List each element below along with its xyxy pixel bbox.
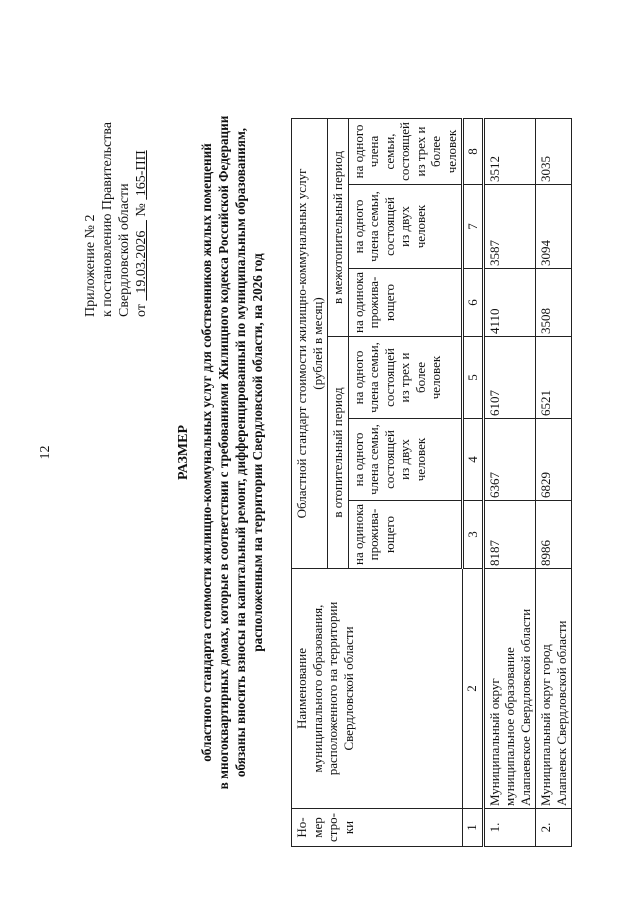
header-municipality: Наименование муниципального образования, расположенного на территории Свердловской области: [292, 569, 463, 809]
column-number: 3: [463, 501, 484, 569]
header-interheating-period: в межотопительный период: [328, 119, 349, 337]
row-number: 2.: [536, 809, 572, 847]
table-row: [483, 119, 536, 847]
header-standard-cost: Областной стандарт стоимости жилищно-коммунальных услуг (рублей в месяц): [292, 119, 328, 569]
column-number: 7: [463, 185, 484, 269]
row-number: 1.: [483, 809, 536, 847]
column-number: 1: [463, 809, 484, 847]
document-subtitle: [198, 20, 266, 885]
value-cell: 6107: [483, 337, 536, 419]
value-cell: 4110: [483, 269, 536, 337]
appendix-region: Свердловской области: [117, 183, 132, 317]
column-number: 8: [463, 119, 484, 185]
appendix-decree-ref: к постановлению Правительства: [100, 121, 115, 317]
subtitle-line: областного стандарта стоимости жилищно-коммунальных услуг для собственников жилых помещений: [199, 143, 214, 762]
value-cell: 3512: [483, 119, 536, 185]
header-two-interheating: на одного члена семьи, состоящей из двух человек: [348, 185, 463, 269]
value-cell: 6367: [483, 419, 536, 501]
header-heating-period: в отопительный период: [328, 337, 349, 569]
subtitle-line: в многоквартирных домах, которые в соответствии с требованиями Жилищного кодекса Российской Федерации: [216, 115, 231, 790]
appendix-approval-block: [82, 17, 150, 317]
value-cell: 3508: [536, 269, 572, 337]
number-prefix: №: [134, 203, 149, 217]
column-number: 5: [463, 337, 484, 419]
date-prefix: от: [134, 304, 149, 317]
header-three-plus-heating: на одного члена семьи, состоящей из трех и более человек: [348, 337, 463, 419]
value-cell: 6521: [536, 337, 572, 419]
header-two-heating: на одного члена семьи, состоящей из двух человек: [348, 419, 463, 501]
value-cell: 3094: [536, 185, 572, 269]
municipality-name: Муниципальный округ город Алапаевск Свердловской области: [536, 569, 572, 809]
value-cell: 8187: [483, 501, 536, 569]
page-number: 12: [38, 445, 53, 460]
document-title: РАЗМЕР: [176, 425, 191, 481]
header-three-plus-interheating: на одного члена семьи, состоящей из трех и более человек: [348, 119, 463, 185]
appendix-date-line: [133, 17, 150, 317]
standard-cost-table: [291, 118, 572, 847]
header-single-heating: на одинока прожива- ющего: [348, 501, 463, 569]
decree-number: 165-ПП: [134, 150, 149, 197]
value-cell: 3035: [536, 119, 572, 185]
column-number: 6: [463, 269, 484, 337]
value-cell: 6829: [536, 419, 572, 501]
subtitle-line: расположенным на территории Свердловской области, на 2026 год: [250, 253, 265, 652]
value-cell: 8986: [536, 501, 572, 569]
column-number: 2: [463, 569, 484, 809]
decree-date: 19.03.2026: [134, 230, 149, 294]
header-row-number: Но- мер стро- ки: [292, 809, 463, 847]
header-single-interheating: на одинока прожива- ющего: [348, 269, 463, 337]
column-number: 4: [463, 419, 484, 501]
table-row: [536, 119, 572, 847]
appendix-title: Приложение № 2: [83, 214, 98, 317]
subtitle-line: обязаны вносить взносы на капитальный ремонт, дифференцированный по муниципальным образованиям,: [233, 127, 248, 778]
value-cell: 3587: [483, 185, 536, 269]
municipality-name: Муниципальный округ муниципальное образование Алапаевское Свердловской области: [483, 569, 536, 809]
